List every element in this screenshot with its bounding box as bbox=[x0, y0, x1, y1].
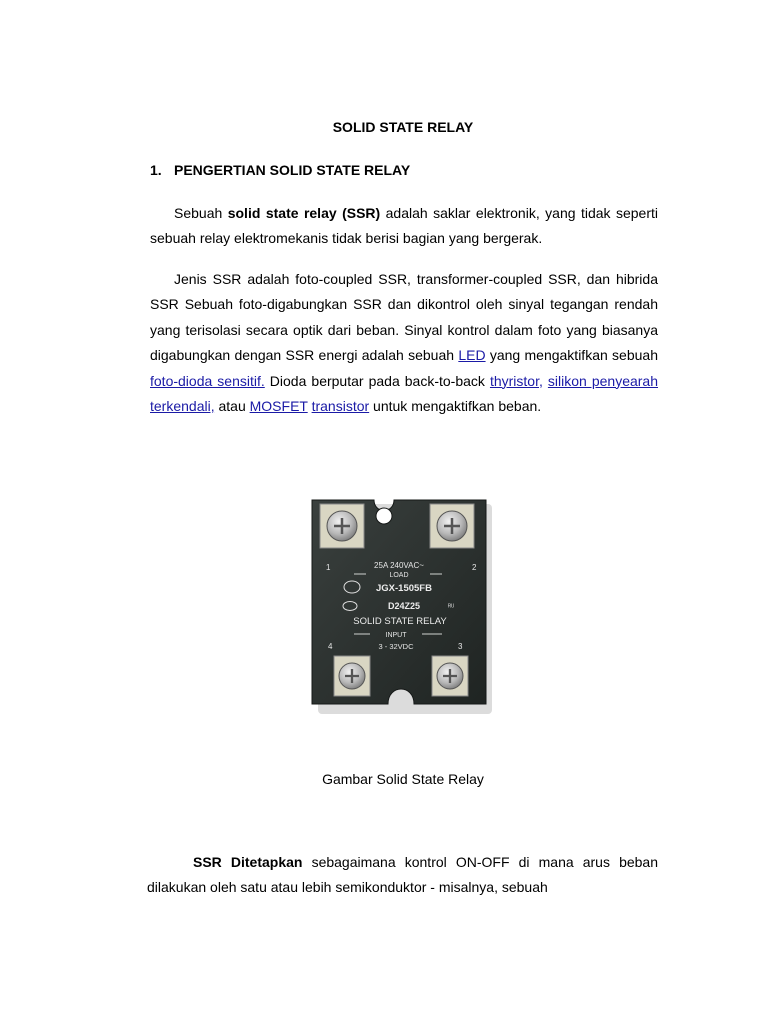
relay-input: INPUT bbox=[385, 632, 407, 639]
ul-mark-icon: ᴿᵁ bbox=[448, 604, 455, 611]
screw-icon bbox=[437, 511, 467, 541]
relay-pin1: 1 bbox=[326, 563, 331, 572]
paragraph-ssr-defined bbox=[147, 850, 658, 901]
text-run: Dioda berputar pada back-to-back bbox=[264, 372, 490, 389]
link-mosfet[interactable]: MOSFET bbox=[249, 398, 308, 415]
text-run: Sebuah bbox=[174, 205, 228, 221]
paragraph-definition bbox=[150, 201, 658, 252]
screw-icon bbox=[437, 663, 463, 689]
link-led[interactable]: LED bbox=[458, 347, 486, 364]
relay-label: SOLID STATE RELAY bbox=[353, 616, 447, 627]
section-heading bbox=[150, 162, 410, 178]
link-thyristor[interactable]: thyristor, bbox=[489, 372, 543, 389]
link-foto-dioda[interactable]: foto-dioda sensitif. bbox=[150, 372, 265, 389]
bold-term-ssr-ditetapkan: SSR Ditetapkan bbox=[193, 854, 303, 870]
relay-code: D24Z25 bbox=[387, 601, 421, 611]
text-run: atau bbox=[214, 398, 250, 415]
relay-load: LOAD bbox=[389, 572, 409, 579]
text-run: adalah saklar elektronik, yang tidak seperti sebuah relay elektromekanis tidak berisi bagian yang bergerak. bbox=[150, 205, 658, 247]
link-transistor[interactable]: transistor bbox=[311, 398, 370, 415]
screw-icon bbox=[327, 511, 357, 541]
relay-pin4: 4 bbox=[328, 642, 333, 651]
document-title: SOLID STATE RELAY bbox=[332, 119, 474, 135]
bold-term-ssr: solid state relay (SSR) bbox=[227, 205, 381, 221]
relay-input-range: 3 - 32VDC bbox=[378, 642, 414, 651]
text-run: sebagaimana kontrol ON-OFF di mana arus beban dilakukan oleh satu atau lebih semikonduktor - misalnya, sebuah bbox=[147, 854, 659, 896]
text-run: untuk mengaktifkan beban. bbox=[369, 398, 542, 415]
relay-pin2: 2 bbox=[472, 563, 477, 572]
link-silikon[interactable]: silikon penyearah terkendali, bbox=[150, 372, 659, 415]
relay-illustration bbox=[262, 472, 544, 737]
section-title: PENGERTIAN SOLID STATE RELAY bbox=[174, 162, 411, 178]
text-run: Jenis SSR adalah foto-coupled SSR, transformer-coupled SSR, dan hibrida SSR Sebuah foto-digabungkan SSR dan dikontrol oleh sinyal tegangan rendah yang terisolasi secara optik dari beban. Sinyal kontrol dalam foto yang biasanya digabungkan dengan SSR energi adalah sebuah bbox=[150, 271, 658, 364]
relay-pin3: 3 bbox=[458, 642, 463, 651]
paragraph-types bbox=[150, 267, 658, 419]
figure-caption: Gambar Solid State Relay bbox=[322, 771, 484, 787]
section-number: 1. bbox=[150, 162, 162, 178]
relay-photo bbox=[262, 472, 544, 737]
relay-model: JGX-1505FB bbox=[376, 583, 432, 594]
screw-icon bbox=[339, 663, 365, 689]
text-run: yang mengaktifkan sebuah bbox=[485, 347, 658, 364]
relay-rating: 25A 240VAC~ bbox=[374, 561, 424, 570]
